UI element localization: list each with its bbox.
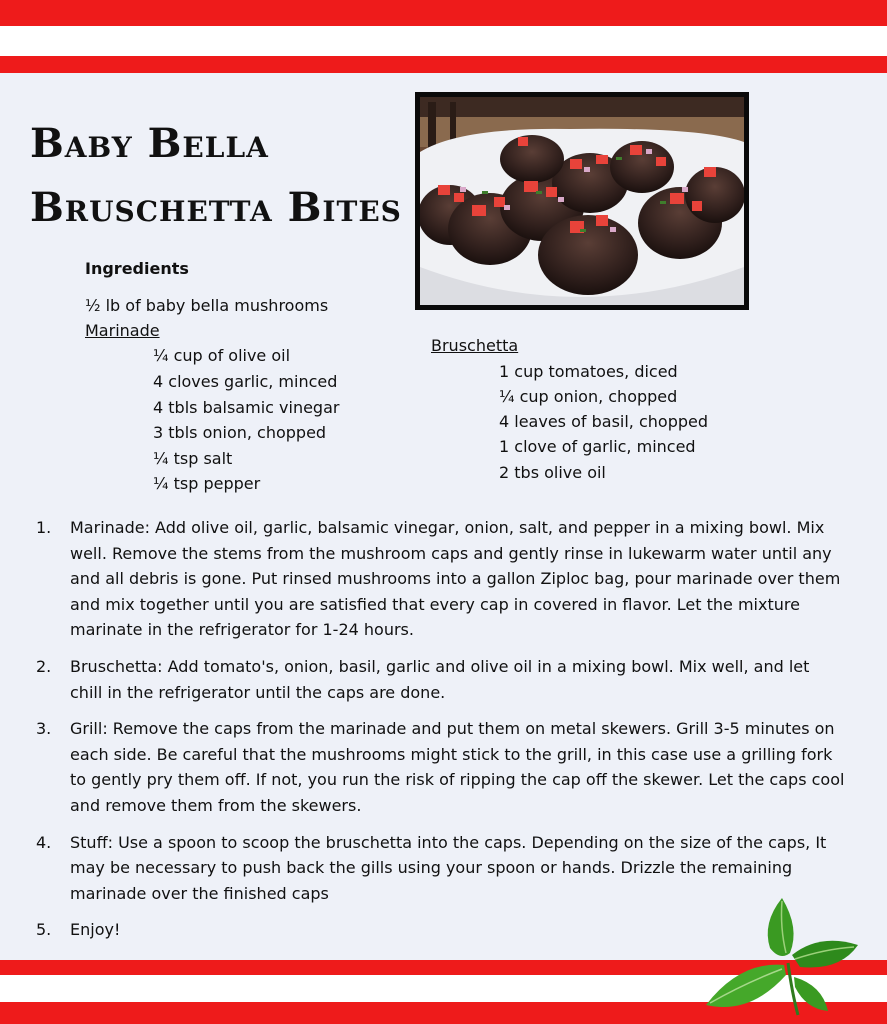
marinade-ingredient: ¼ tsp pepper <box>153 474 261 493</box>
step-number: 1. <box>36 518 52 537</box>
ingredients-heading: Ingredients <box>85 259 189 278</box>
marinade-ingredient: 4 tbls balsamic vinegar <box>153 398 340 417</box>
marinade-ingredient: 4 cloves garlic, minced <box>153 372 338 391</box>
step-text: Grill: Remove the caps from the marinade and put them on metal skewers. Grill 3-5 minutes on each side. Be careful that the mushrooms might stick to the grill, in this case use a grilling fork to gently pry them off. If not, you run the risk of ripping the cap off the skewer. Let the caps cool and remove them from the skewers. <box>70 719 845 815</box>
bruschetta-ingredient: 2 tbs olive oil <box>499 463 606 482</box>
direction-step <box>30 654 845 705</box>
marinade-label: Marinade <box>85 321 160 340</box>
bruschetta-ingredient: 4 leaves of basil, chopped <box>499 412 708 431</box>
bruschetta-label: Bruschetta <box>431 336 519 355</box>
top-white-band <box>0 26 887 56</box>
step-number: 4. <box>36 832 52 852</box>
recipe-title <box>30 112 402 240</box>
step-text: Stuff: Use a spoon to scoop the bruschetta into the caps. Depending on the size of the caps, It may be necessary to push back the gills using your spoon or hands. Drizzle the remaining marinade over the finished caps <box>70 832 827 903</box>
top-red-stripe-lower <box>0 56 887 73</box>
bruschetta-ingredient: ¼ cup onion, chopped <box>499 387 678 406</box>
bruschetta-ingredient: 1 clove of garlic, minced <box>499 437 696 456</box>
basil-sprig-icon <box>700 893 860 1018</box>
recipe-photo-frame <box>415 92 749 310</box>
marinade-ingredient: ¼ cup of olive oil <box>153 346 291 365</box>
step-number: 3. <box>36 719 52 739</box>
marinade-ingredient: ¼ tsp salt <box>153 449 233 468</box>
bruschetta-ingredient: 1 cup tomatoes, diced <box>499 362 678 381</box>
ingredient-mushrooms: ½ lb of baby bella mushrooms <box>85 296 329 315</box>
step-text: Marinade: Add olive oil, garlic, balsamic vinegar, onion, salt, and pepper in a mixing bowl. Mix well. Remove the stems from the mushroom caps and gently rinse in lukewarm water until any and all debris is gone. Put rinsed mushrooms into a gallon Ziploc bag, pour marinade over them and mix together until you are satisfied that every cap in covered in flavor. Let the mixture marinate in the refrigerator for 1-24 hours. <box>70 518 841 640</box>
marinade-ingredient: 3 tbls onion, chopped <box>153 423 327 442</box>
recipe-title-line-1: Baby Bella <box>30 120 269 167</box>
directions-list <box>30 515 845 954</box>
direction-step <box>30 716 845 818</box>
stuffed-mushrooms-photo <box>420 97 744 305</box>
step-text: Bruschetta: Add tomato's, onion, basil, garlic and olive oil in a mixing bowl. Mix well, and let chill in the refrigerator until the caps are done. <box>70 656 810 702</box>
step-text: Enjoy! <box>70 920 121 940</box>
recipe-title-line-2: Bruschetta Bites <box>30 184 402 231</box>
top-red-stripe-upper <box>0 0 887 26</box>
step-number: 5. <box>36 920 52 940</box>
step-number: 2. <box>36 656 52 676</box>
direction-step <box>30 515 845 643</box>
